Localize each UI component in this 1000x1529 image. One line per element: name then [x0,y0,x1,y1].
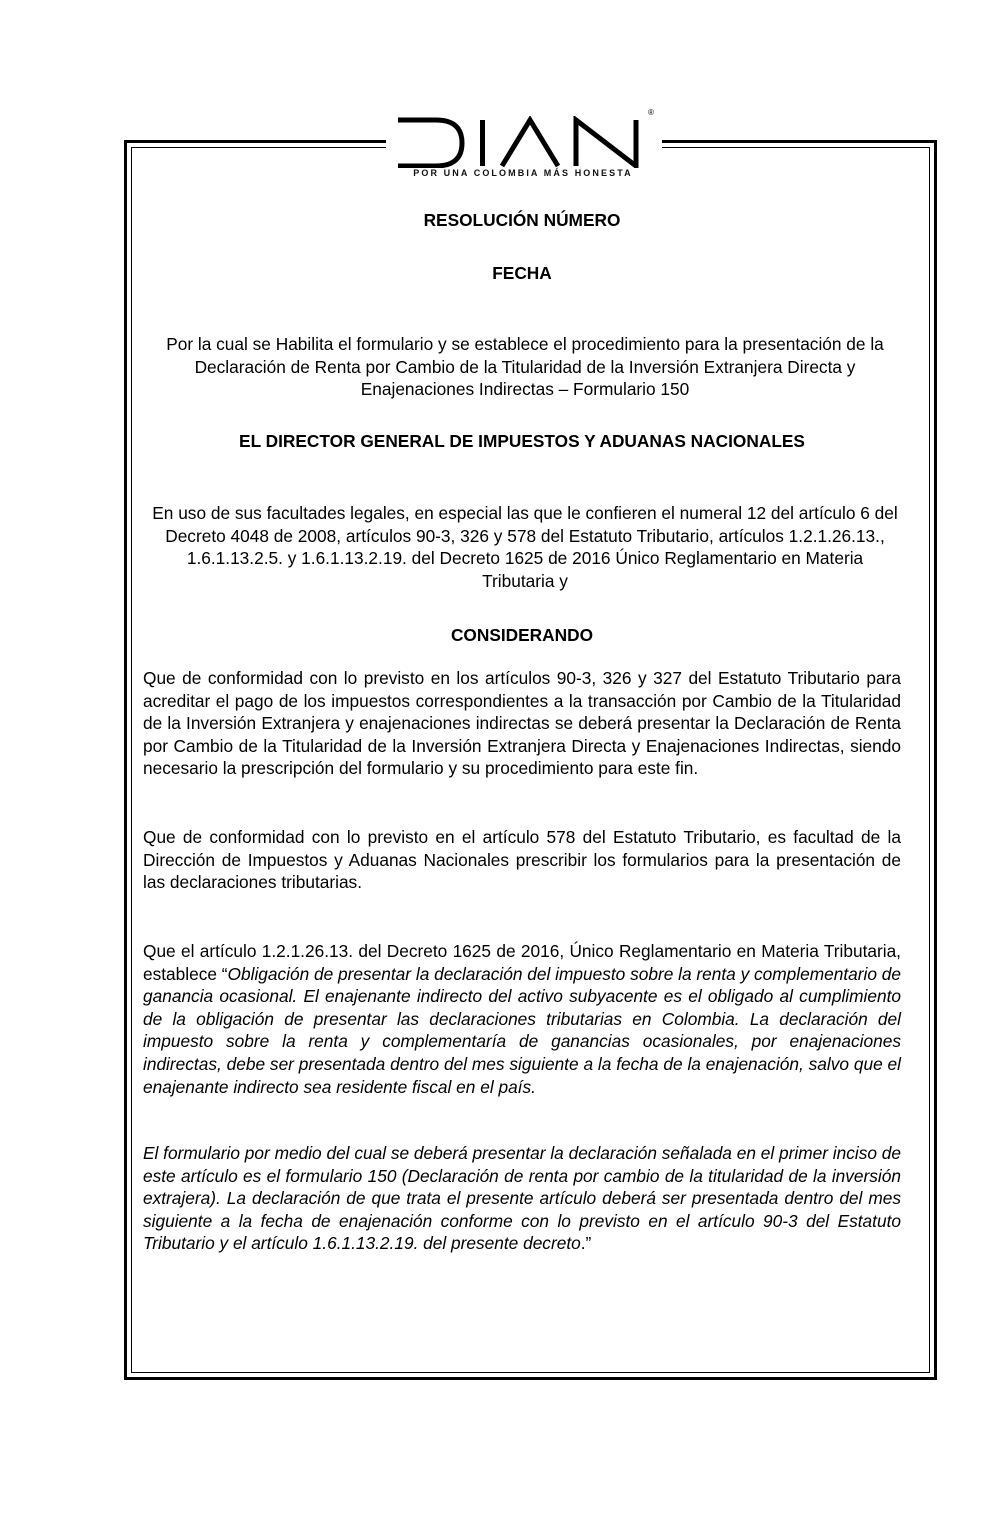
logo-tagline: POR UNA COLOMBIA MÁS HONESTA [413,168,633,178]
paragraph-3-quote: Obligación de presentar la declaración del impuesto sobre la renta y complementario de ganancia ocasional. El enajenante indirecto del activo subyacente es el obligado al cumplimiento de la obligación de presentar las declaraciones tributarias en Colombia. La declaración del impuesto sobre la renta y complementaría de ganancias ocasionales, por enajenaciones indirectas, debe ser presentada dentro del mes siguiente a la fecha de la enajenación, salvo que el enajenante indirecto sea residente fiscal en el país. [143,963,901,1097]
considering-paragraph-1: Que de conformidad con lo previsto en los artículos 90-3, 326 y 327 del Estatuto Tributario para acreditar el pago de los impuestos correspondientes a la transacción por Cambio de la Titularidad de la Inversión Extranjera y enajenaciones indirectas se deberá presentar la Declaración de Renta por Cambio de la Titularidad de la Inversión Extranjera Directa y Enajenaciones Indirectas, siendo necesario la prescripción del formulario y su procedimiento para este fin. [143,668,901,779]
resolution-subject: Por la cual se Habilita el formulario y se establece el procedimiento para la presentación de la Declaración de Renta por Cambio de la Titularidad de la Inversión Extranjera Directa y Enajenaciones Indirectas – Formulario 150 [166,334,884,400]
considering-paragraph-4 [143,1142,901,1255]
resolution-number-label: RESOLUCIÓN NÚMERO [423,210,621,230]
considering-paragraph-3 [143,940,901,1098]
considering-heading: CONSIDERANDO [450,625,594,645]
paragraph-4-end: .” [580,1233,592,1254]
issuing-authority: EL DIRECTOR GENERAL DE IMPUESTOS Y ADUANAS NACIONALES [239,431,805,451]
paragraph-4-quote: El formulario por medio del cual se deberá presentar la declaración señalada en el primer inciso de este artículo es el formulario 150 (Declaración de renta por cambio de la titularidad de la inversión extrajera). La declaración de que trata el presente artículo deberá ser presentada dentro del mes siguiente a la fecha de enajenación conforme con lo previsto en el artículo 90-3 del Estatuto Tributario y el artículo 1.6.1.13.2.19. del presente decreto [143,1143,901,1254]
legal-powers: En uso de sus facultades legales, en especial las que le confieren el numeral 12 del artículo 6 del Decreto 4048 de 2008, artículos 90-3, 326 y 578 del Estatuto Tributario, artículos 1.2.1.26.13., 1.6.1.13.2.5. y 1.6.1.13.2.19. del Decreto 1625 de 2016 Único Reglamentario en Materia Tributaria y [152,503,898,591]
considering-paragraph-2: Que de conformidad con lo previsto en el artículo 578 del Estatuto Tributario, es facultad de la Dirección de Impuestos y Aduanas Nacionales prescribir los formularios para la presentación de las declaraciones tributarias. [143,827,901,893]
registered-mark: ® [648,108,654,117]
dian-logo [386,106,662,184]
dian-logo-mark [396,116,652,168]
date-label: FECHA [492,263,552,283]
paragraph-3-lead: Que el artículo 1.2.1.26.13. del Decreto 1625 de 2016, Único Reglamentario en Materia Tributaria, establece “ [143,941,901,984]
